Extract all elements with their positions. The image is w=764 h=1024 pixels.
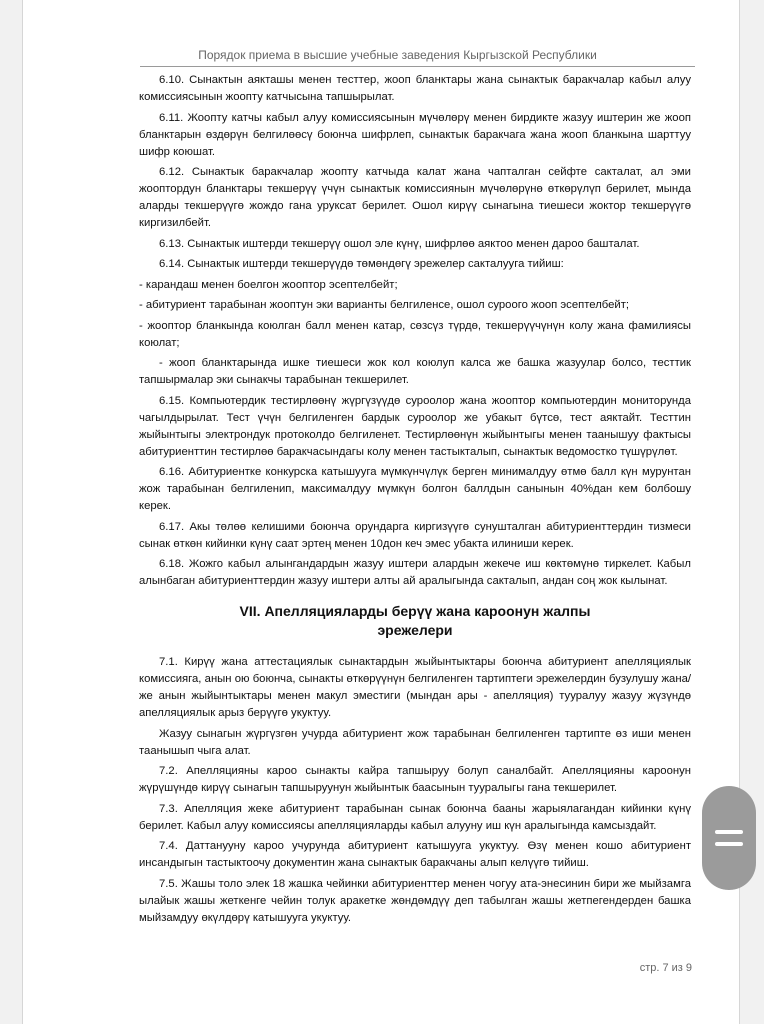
paragraph-6-16: 6.16. Абитуриентке конкурска катышууга мүмкүнчүлүк берген минималдуу өтмө балл күн мурунтан жож тарабынан белгиленип, максималдуу мүмкүн болгон баллдын санынын 40%дан кем болбошу керек. (139, 466, 691, 512)
paragraph-6-18: 6.18. Жожго кабыл алынгандардын жазуу иштери алардын жекече иш көктөмүнө тиркелет. Кабыл алынбаган абитуриенттердин жазуу иштери алты ай аралыгында сакталып, андан соң жок кылынат. (139, 558, 691, 587)
list-item: - жооптор бланкында коюлган балл менен катар, сөзсүз түрдө, текшерүүчүнүн колу жана фамилиясы коюлат; (139, 319, 691, 349)
page-header: Порядок приема в высшие учебные заведения Кыргызской Республики (198, 48, 597, 62)
paragraph-6-14: 6.14. Сынактык иштерди текшерүүдө төмөндөгү эрежелер сакталууга тийиш: (159, 258, 564, 270)
paragraph-7-2: 7.2. Апелляцияны кароо сынакты кайра тапшыруу болуп саналбайт. Апелляцияны кароонун жүрүшүндө кирүү сынагын тапшыруунун жыйынтык баасынын тууралыгы гана текшерилет. (139, 765, 691, 794)
section-title-line: эрежелери (377, 622, 453, 638)
paragraph-7-3: 7.3. Апелляция жеке абитуриент тарабынан сынак боюнча бааны жарыялагандан кийинки күнү берилет. Кабыл алуу комиссиясы апелляцияларды кабыл алууну иш күн аралыгында камсыздайт. (139, 802, 691, 832)
scroll-handle[interactable] (702, 786, 756, 890)
header-divider (140, 66, 695, 67)
paragraph-7-5: 7.5. Жашы толо элек 18 жашка чейинки абитуриенттер менен чогуу ата-энесинин бири же мыйзамга ылайык жашы жеткенге чейин толук аракетке жөндөмдүү деп табылган жашы жетпегендерден башка мыйзамдуу өкүлдөрү катышууга укуктуу. (139, 877, 691, 924)
paragraph-6-15: 6.15. Компьютердик тестирлөөнү жүргүзүүдө суроолор жана жооптор компьютердин мониторунда чагылдырылат. Тест үчүн белгиленген бардык суроолор же убакыт бүтсө, тест аяктайт. Тесттин жыйынтыгы электрондук протоколдо белгиленет. Тестирлөөнүн жыйынтыгы менен таанышуу фактысы абитуриенттин тестирлөө баракчасындагы колу менен тастыкталып, сынактык ведомостко түшүрүлөт. (139, 394, 691, 458)
section-title-line: VII. Апелляцияларды берүү жана кароонун жалпы (239, 603, 591, 619)
paragraph-7-1-note: Жазуу сынагын жүргүзгөн учурда абитуриент жож тарабынан белгиленген тартипте өз иши менен таанышып чыга алат. (139, 727, 691, 757)
paragraph-6-13: 6.13. Сынактык иштерди текшерүү ошол эле күнү, шифрлөө аяктоо менен дароо башталат. (159, 237, 640, 250)
page-number: стр. 7 из 9 (639, 962, 692, 974)
paragraph-6-11: 6.11. Жоопту катчы кабыл алуу комиссиясынын мүчөлөрү менен бирдикте жазуу иштерин же жооп бланктарын өздөрүн белгилөөсү боюнча шифрлеп, сынактык баракчага жана жооп бланкына шарттуу шифр коюшат. (139, 111, 691, 158)
paragraph-6-10: 6.10. Сынактын аякташы менен тесттер, жооп бланктары жана сынактык баракчалар кабыл алуу комиссиясынын жоопту катчысына тапшырылат. (139, 74, 691, 103)
paragraph-6-12: 6.12. Сынактык баракчалар жоопту катчыда калат жана чапталган сейфте сакталат, ал эми жооптордун бланктары текшерүү үчүн сынактык комиссиянын мүчөлөрүнө өткөрүлүп берилет, мында аларды текшерүүгө жождо гана уруксат берилет. Ошол кирүү сынагына тиешеси жоктор текшерүүгө киргизилбейт. (139, 166, 691, 229)
paragraph-7-1: 7.1. Кирүү жана аттестациялык сынактардын жыйынтыктары боюнча абитуриент апелляциялык комиссияга, анын ою боюнча, сынакты өткөрүүнүн белгиленген тартиптеги эрежелердин бузулушу жана/же анын жыйынтыктары менен макул эместиги (мындан ары - апелляция) тууралуу жазуу жүзүндө апелляциялык арыз берүүгө укуктуу. (139, 656, 691, 719)
paragraph-6-17: 6.17. Акы төлөө келишими боюнча орундарга киргизүүгө сунушталган абитуриенттердин тизмеси сынак өткөн кийинки күнү саат эртең менен 10дон кеч эмес убакта илиниши керек. (139, 520, 691, 550)
list-item: - карандаш менен боелгон жооптор эсептелбейт; (139, 278, 398, 291)
section-title (139, 602, 691, 640)
document-body (139, 72, 691, 930)
paragraph-7-4: 7.4. Даттанууну кароо учурунда абитуриент катышууга укуктуу. Өзү менен кошо абитуриент инсандыгын тастыктоочу документин жана сынактык баракчаны алып келүүгө тийиш. (139, 840, 691, 869)
list-item: - абитуриент тарабынан жооптун эки варианты белгиленсе, ошол суроого жооп эсептелбейт; (139, 299, 630, 311)
list-item: - жооп бланктарында ишке тиешеси жок кол коюлуп калса же башка жазуулар болсо, тесттик тапшырмалар эки сынакчы тарабынан текшерилет. (139, 357, 691, 386)
